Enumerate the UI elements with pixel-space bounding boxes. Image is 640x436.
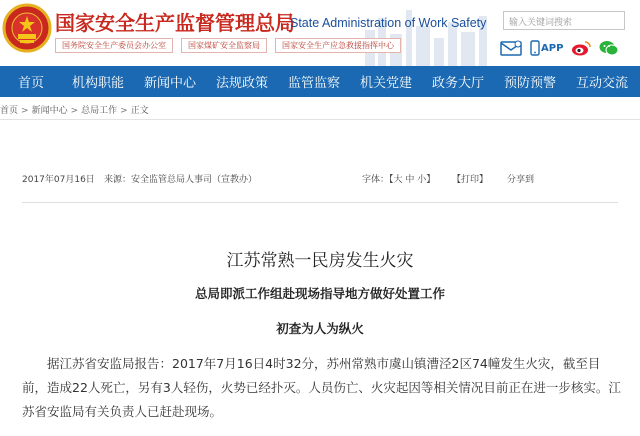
print-button[interactable]: 【打印】	[452, 175, 489, 185]
app-button[interactable]	[530, 40, 563, 56]
article-subtitle: 总局即派工作组赴现场指导地方做好处置工作	[194, 286, 445, 301]
nav-item-supervision[interactable]: 监管监察	[287, 76, 340, 91]
sub-link-safety-committee[interactable]: 国务院安全生产委员会办公室	[55, 38, 173, 53]
article-subtitle-secondary: 初查为人为纵火	[276, 321, 364, 336]
publish-date: 2017年07月16日	[22, 175, 95, 185]
sub-link-coal-mine-bureau[interactable]: 国家煤矿安全监察局	[181, 38, 267, 53]
nav-item-regulations[interactable]: 法规政策	[215, 76, 268, 91]
national-emblem-icon[interactable]	[2, 2, 52, 54]
article-source: 来源：安全监管总局人事司（宣教办）	[104, 175, 258, 185]
search-input[interactable]: 输入关键词搜索	[503, 11, 625, 30]
breadcrumb-divider	[0, 119, 640, 120]
breadcrumb-separator: >	[21, 106, 29, 116]
nav-item-prevention[interactable]: 预防预警	[503, 76, 556, 91]
breadcrumb-work[interactable]: 总局工作	[81, 106, 118, 116]
breadcrumb-current: 正文	[130, 106, 149, 116]
skyline-decoration	[360, 0, 500, 66]
breadcrumb	[0, 103, 149, 116]
nav-item-party[interactable]: 机关党建	[359, 76, 412, 91]
nav-item-home[interactable]: 首页	[17, 76, 44, 91]
article-title: 江苏常熟一民房发生火灾	[226, 251, 414, 271]
site-title[interactable]: 国家安全生产监督管理总局	[55, 11, 295, 35]
weibo-icon[interactable]	[571, 40, 591, 56]
sub-link-emergency-center[interactable]: 国家安全生产应急救援指挥中心	[275, 38, 401, 53]
breadcrumb-news[interactable]: 新闻中心	[31, 106, 68, 116]
article-body: 据江苏省安监局报告：2017年7月16日4时32分，苏州常熟市虞山镇漕泾2区74幢发生火灾，截至目前，造成22人死亡，另有3人轻伤，火势已经扑灭。人员伤亡、火灾起因等相关情况目前正在进一步核实。江苏省安监局有关负责人已赶赴现场。	[22, 356, 621, 419]
main-nav	[0, 66, 640, 97]
header-tools	[500, 40, 619, 56]
share-label[interactable]: 分享到	[507, 175, 535, 185]
sub-site-links	[55, 38, 401, 53]
email-icon[interactable]	[500, 40, 522, 56]
breadcrumb-separator: >	[70, 106, 79, 116]
nav-item-news[interactable]: 新闻中心	[143, 76, 196, 91]
nav-item-functions[interactable]: 机构职能	[71, 76, 124, 91]
breadcrumb-separator: >	[120, 106, 128, 116]
site-subtitle: State Administration of Work Safety	[290, 16, 487, 30]
site-header	[0, 0, 640, 66]
wechat-icon[interactable]	[599, 40, 619, 56]
font-size-selector[interactable]: 字体：【大 中 小】	[362, 175, 436, 185]
nav-item-services[interactable]: 政务大厅	[431, 76, 484, 91]
nav-item-interaction[interactable]: 互动交流	[575, 76, 628, 91]
breadcrumb-home[interactable]: 首页	[0, 106, 19, 116]
meta-divider	[22, 202, 618, 203]
app-label: APP	[541, 42, 564, 54]
